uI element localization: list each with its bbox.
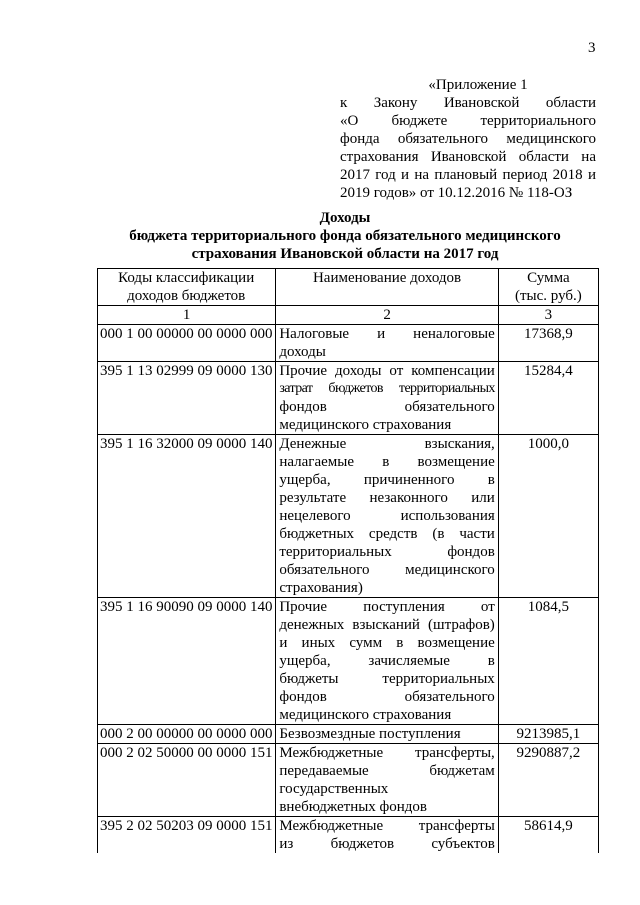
title-line: бюджета территориального фонда обязательного медицинского — [129, 228, 561, 244]
income-name-line: доходы — [279, 344, 326, 360]
header-sum — [498, 269, 598, 306]
table-row — [98, 744, 599, 817]
header-text: доходов бюджетов — [127, 288, 246, 304]
income-name — [276, 362, 498, 435]
table-row — [98, 817, 599, 854]
header-text: (тыс. руб.) — [515, 288, 582, 304]
income-name-line: Безвозмездные поступления — [279, 726, 461, 742]
appendix-line: «Приложение 1 — [428, 77, 528, 93]
income-sum: 58614,9 — [498, 817, 598, 854]
income-name-line: страхования) — [279, 580, 363, 596]
income-name-line: бюджеты территориальных — [279, 671, 495, 687]
header-text: Сумма — [527, 270, 570, 286]
income-name-line: Налоговые и неналоговые — [279, 326, 495, 342]
income-name-line: Денежные взыскания, — [279, 436, 495, 452]
income-name-line: медицинского страхования — [279, 417, 452, 433]
column-number: 2 — [276, 306, 498, 325]
header-text: Наименование доходов — [312, 270, 462, 286]
table-row — [98, 435, 599, 598]
income-name-line: территориальных фондов — [279, 544, 495, 560]
income-name-line: из бюджетов субъектов — [279, 836, 495, 852]
income-name-line: внебюджетных фондов — [279, 799, 428, 815]
header-text: Коды классификации — [118, 270, 255, 286]
income-name — [276, 744, 498, 817]
income-name-line: ущерба, зачисляемые в — [279, 653, 495, 669]
column-number-row — [98, 306, 599, 325]
income-name-line: денежных взысканий (штрафов) — [279, 617, 495, 633]
income-name-line: нецелевого использования — [279, 508, 495, 524]
table-row — [98, 325, 599, 362]
appendix-line: 2017 год и на плановый период 2018 и — [340, 167, 596, 183]
appendix-line: страхования Ивановской области на — [340, 149, 596, 165]
income-name-line: Прочие поступления от — [279, 599, 495, 615]
income-table — [97, 268, 599, 853]
header-name — [276, 269, 498, 306]
appendix-line: «О бюджете территориального — [340, 113, 596, 129]
header-codes — [98, 269, 276, 306]
page-number: 3 — [588, 40, 596, 56]
income-name-line: государственных — [279, 781, 389, 797]
income-code: 395 1 16 32000 09 0000 140 — [98, 435, 276, 598]
income-name-line: Межбюджетные трансферты — [279, 818, 495, 834]
table-header-row — [98, 269, 599, 306]
document-title — [90, 209, 600, 263]
income-name-line: Прочие доходы от компенсации — [279, 363, 495, 379]
income-name-line: передаваемые бюджетам — [279, 763, 495, 779]
title-line: страхования Ивановской области на 2017 год — [191, 246, 499, 262]
income-sum: 1000,0 — [498, 435, 598, 598]
income-name-line: и иных сумм в возмещение — [279, 635, 495, 651]
income-name — [276, 325, 498, 362]
income-code: 395 1 13 02999 09 0000 130 — [98, 362, 276, 435]
table-row — [98, 598, 599, 725]
income-sum: 9290887,2 — [498, 744, 598, 817]
income-name-line: фондов обязательного — [279, 689, 495, 705]
column-number: 3 — [498, 306, 598, 325]
income-code: 000 2 02 50000 00 0000 151 — [98, 744, 276, 817]
title-line: Доходы — [319, 210, 371, 226]
income-name — [276, 817, 498, 854]
income-name-line: обязательного медицинского — [279, 562, 495, 578]
income-sum: 9213985,1 — [498, 725, 598, 744]
table-row — [98, 725, 599, 744]
income-sum: 17368,9 — [498, 325, 598, 362]
income-sum: 15284,4 — [498, 362, 598, 435]
income-name-line: бюджетных средств (в части — [279, 526, 495, 542]
column-number: 1 — [98, 306, 276, 325]
income-name — [276, 725, 498, 744]
income-code: 395 2 02 50203 09 0000 151 — [98, 817, 276, 854]
appendix-note — [340, 76, 596, 202]
income-name-line: результате незаконного или — [279, 490, 495, 506]
appendix-line: фонда обязательного медицинского — [340, 131, 596, 147]
income-name — [276, 598, 498, 725]
income-code: 000 1 00 00000 00 0000 000 — [98, 325, 276, 362]
income-name-line: ущерба, причиненного в — [279, 472, 495, 488]
income-name-line: фондов обязательного — [279, 399, 495, 415]
table-row — [98, 362, 599, 435]
appendix-line: к Закону Ивановской области — [340, 95, 596, 111]
income-name — [276, 435, 498, 598]
income-name-line: затрат бюджетов территориальных — [279, 381, 495, 396]
income-name-line: налагаемые в возмещение — [279, 454, 495, 470]
income-code: 395 1 16 90090 09 0000 140 — [98, 598, 276, 725]
income-sum: 1084,5 — [498, 598, 598, 725]
appendix-line: 2019 годов» от 10.12.2016 № 118-ОЗ — [340, 185, 573, 201]
income-name-line: медицинского страхования — [279, 707, 452, 723]
income-code: 000 2 00 00000 00 0000 000 — [98, 725, 276, 744]
income-name-line: Межбюджетные трансферты, — [279, 745, 495, 761]
